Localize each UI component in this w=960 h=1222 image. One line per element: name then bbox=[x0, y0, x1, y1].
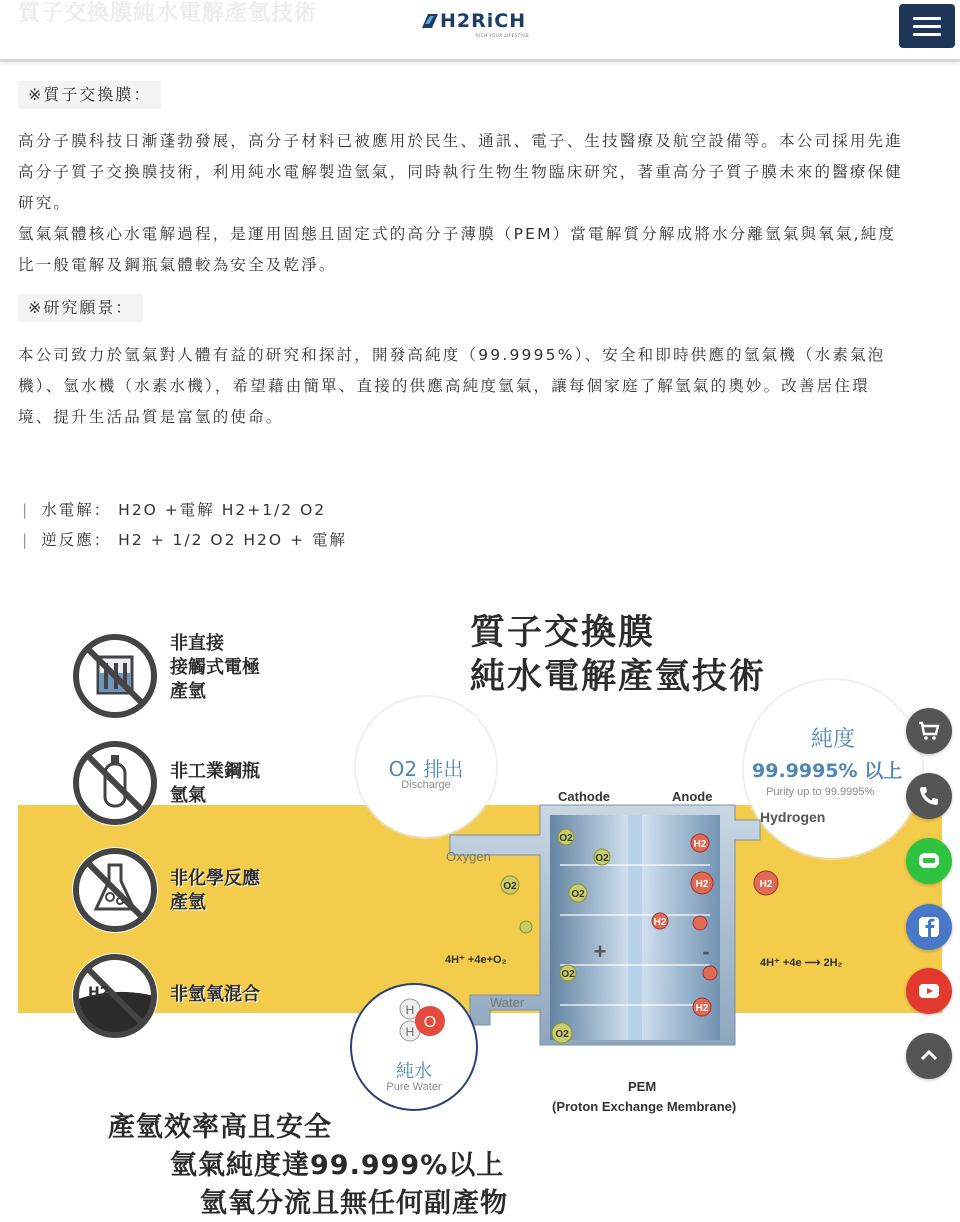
formula-divider: | bbox=[22, 501, 30, 519]
paragraph-line: 機）、氫水機（水素水機），希望藉由簡單、直接的供應高純度氫氣，讓每個家庭了解氫氣的奧妙。改善居住環 bbox=[18, 377, 870, 395]
menu-bar-icon bbox=[913, 25, 941, 28]
slogan-line: 氫氧分流且無任何副產物 bbox=[200, 1188, 508, 1219]
feature-label-line: 產氫 bbox=[170, 892, 206, 913]
site-logo[interactable] bbox=[422, 10, 542, 40]
infographic-title-line2: 純水電解產氫技術 bbox=[470, 657, 767, 697]
feature-label bbox=[170, 760, 260, 808]
feature-non-industrial-cylinder bbox=[72, 740, 372, 836]
paragraph-line: 研究。 bbox=[18, 194, 72, 212]
feature-label bbox=[170, 632, 260, 704]
feature-label-line: 非化學反應 bbox=[170, 868, 260, 889]
purity-subtitle: Purity up to 99.9995% bbox=[766, 786, 875, 798]
purity-value: 99.9995% 以上 bbox=[752, 760, 903, 782]
purity-bubble bbox=[744, 680, 922, 858]
cart-button[interactable] bbox=[906, 708, 952, 754]
pure-water-subtitle: Pure Water bbox=[386, 1081, 442, 1093]
pem-infographic bbox=[0, 585, 960, 1222]
feature-non-contact-electrode bbox=[72, 633, 372, 729]
right-reaction-label: 4H⁺ +4e ⟶ 2H₂ bbox=[760, 957, 843, 969]
mixed-icon-text: H2 bbox=[88, 985, 110, 1001]
logo-tagline: RICH YOUR LIFESTYLE bbox=[476, 33, 530, 38]
phone-button[interactable] bbox=[906, 773, 952, 819]
menu-bar-icon bbox=[913, 17, 941, 20]
site-header bbox=[0, 0, 960, 62]
infographic-title-line1: 質子交換膜 bbox=[470, 613, 656, 653]
svg-text:O2: O2 bbox=[595, 853, 609, 864]
line-icon bbox=[917, 849, 941, 873]
facebook-icon bbox=[917, 915, 941, 939]
paragraph-line: 境、提升生活品質是富氫的使命。 bbox=[18, 408, 284, 426]
svg-text:H2: H2 bbox=[695, 1003, 709, 1014]
flask-icon bbox=[72, 847, 158, 933]
feature-label-line: 非直接 bbox=[170, 633, 224, 654]
svg-text:O: O bbox=[423, 1014, 437, 1031]
svg-text:O2: O2 bbox=[559, 833, 573, 844]
paragraph-line: 本公司致力於氫氣對人體有益的研究和探討，開發高純度（99.9995%）、安全和即時供應的氫氣機（水素氣泡 bbox=[18, 346, 886, 364]
oxygen-label: Oxygen bbox=[446, 849, 491, 864]
youtube-icon bbox=[917, 979, 941, 1003]
water-label: Water bbox=[490, 995, 525, 1010]
paragraph-line: 氫氣氣體核心水電解過程，是運用固態且固定式的高分子薄膜（PEM）當電解質分解成將水分離氫氣與氧氣,純度 bbox=[18, 225, 897, 243]
feature-label-line: 接觸式電極 bbox=[170, 657, 260, 678]
section-label-vision: ※研究願景： bbox=[18, 294, 143, 322]
svg-text:H2: H2 bbox=[653, 917, 667, 928]
svg-text:H2: H2 bbox=[759, 879, 773, 890]
paragraph-line: 高分子膜科技日漸蓬勃發展，高分子材料已被應用於民生、通訊、電子、生技醫療及航空設備等。本公司採用先進 bbox=[18, 132, 904, 150]
electrode-icon bbox=[72, 633, 158, 719]
slogan-line: 氫氣純度達99.999%以上 bbox=[170, 1150, 505, 1181]
left-reaction-label: 4H⁺ +4e+O₂ bbox=[445, 954, 507, 966]
feature-label-line: 非工業鋼瓶 bbox=[170, 761, 260, 782]
cathode-label: Cathode bbox=[558, 789, 610, 804]
feature-label bbox=[170, 983, 260, 1007]
formula-reverse bbox=[22, 528, 347, 550]
feature-label bbox=[170, 867, 260, 915]
formula-electrolysis bbox=[22, 498, 326, 520]
chevron-up-icon bbox=[917, 1044, 941, 1068]
feature-label-line: 產氫 bbox=[170, 681, 206, 702]
svg-text:H2: H2 bbox=[693, 839, 707, 850]
svg-text:O2: O2 bbox=[555, 1029, 569, 1040]
svg-text:+: + bbox=[593, 939, 607, 964]
o2-discharge-subtitle: Discharge bbox=[401, 779, 451, 791]
svg-text:O2: O2 bbox=[503, 881, 517, 892]
svg-text:O2: O2 bbox=[571, 889, 585, 900]
water-molecule-icon bbox=[382, 995, 452, 1045]
svg-text:-: - bbox=[702, 939, 710, 964]
menu-button[interactable] bbox=[899, 4, 955, 48]
paragraph-line: 高分子質子交換膜技術，利用純水電解製造氫氣，同時執行生物生物臨床研究，著重高分子質子膜未來的醫療保健 bbox=[18, 163, 904, 181]
hydrogen-label: Hydrogen bbox=[760, 809, 826, 825]
mixed-gas-icon bbox=[72, 953, 158, 1039]
youtube-button[interactable] bbox=[906, 968, 952, 1014]
svg-text:H2: H2 bbox=[695, 879, 709, 890]
section-pem-text bbox=[18, 126, 942, 281]
pure-water-title: 純水 bbox=[396, 1061, 432, 1082]
header-ghost-title: 質子交換膜純水電解產氫技術 bbox=[18, 1, 318, 26]
pure-water-bubble bbox=[352, 985, 476, 1109]
svg-text:O2: O2 bbox=[561, 969, 575, 980]
section-label-pem: ※質子交換膜： bbox=[18, 81, 161, 109]
back-to-top-button[interactable] bbox=[906, 1033, 952, 1079]
formula-text: 逆反應： H2 + 1/2 O2 H2O + 電解 bbox=[41, 531, 347, 549]
facebook-button[interactable] bbox=[906, 904, 952, 950]
logo-mark-icon bbox=[422, 14, 438, 28]
formula-text: 水電解： H2O +電解 H2+1/2 O2 bbox=[41, 501, 327, 519]
svg-text:H: H bbox=[405, 1025, 415, 1039]
section-vision-text bbox=[18, 340, 942, 433]
phone-icon bbox=[917, 784, 941, 808]
menu-bar-icon bbox=[913, 33, 941, 36]
paragraph-line: 比一般電解及鋼瓶氣體較為安全及乾淨。 bbox=[18, 256, 337, 274]
anode-label: Anode bbox=[672, 789, 713, 804]
slogan-line: 產氫效率高且安全 bbox=[108, 1112, 332, 1143]
line-button[interactable] bbox=[906, 838, 952, 884]
purity-title: 純度 bbox=[810, 727, 855, 752]
feature-non-chemical bbox=[72, 847, 372, 943]
formula-divider: | bbox=[22, 531, 30, 549]
gas-cylinder-icon bbox=[72, 740, 158, 826]
feature-label-line: 非氫氧混合 bbox=[170, 984, 260, 1005]
pem-label: PEM bbox=[628, 1079, 657, 1094]
feature-non-mixed bbox=[72, 953, 372, 1049]
logo-text: H2RiCH bbox=[440, 10, 527, 32]
pem-full-label: (Proton Exchange Membrane) bbox=[552, 1099, 737, 1114]
o2-discharge-title: O2 排出 bbox=[388, 757, 464, 781]
feature-label-line: 氫氣 bbox=[170, 785, 206, 806]
svg-text:H: H bbox=[405, 1003, 415, 1017]
cart-icon bbox=[917, 719, 941, 743]
